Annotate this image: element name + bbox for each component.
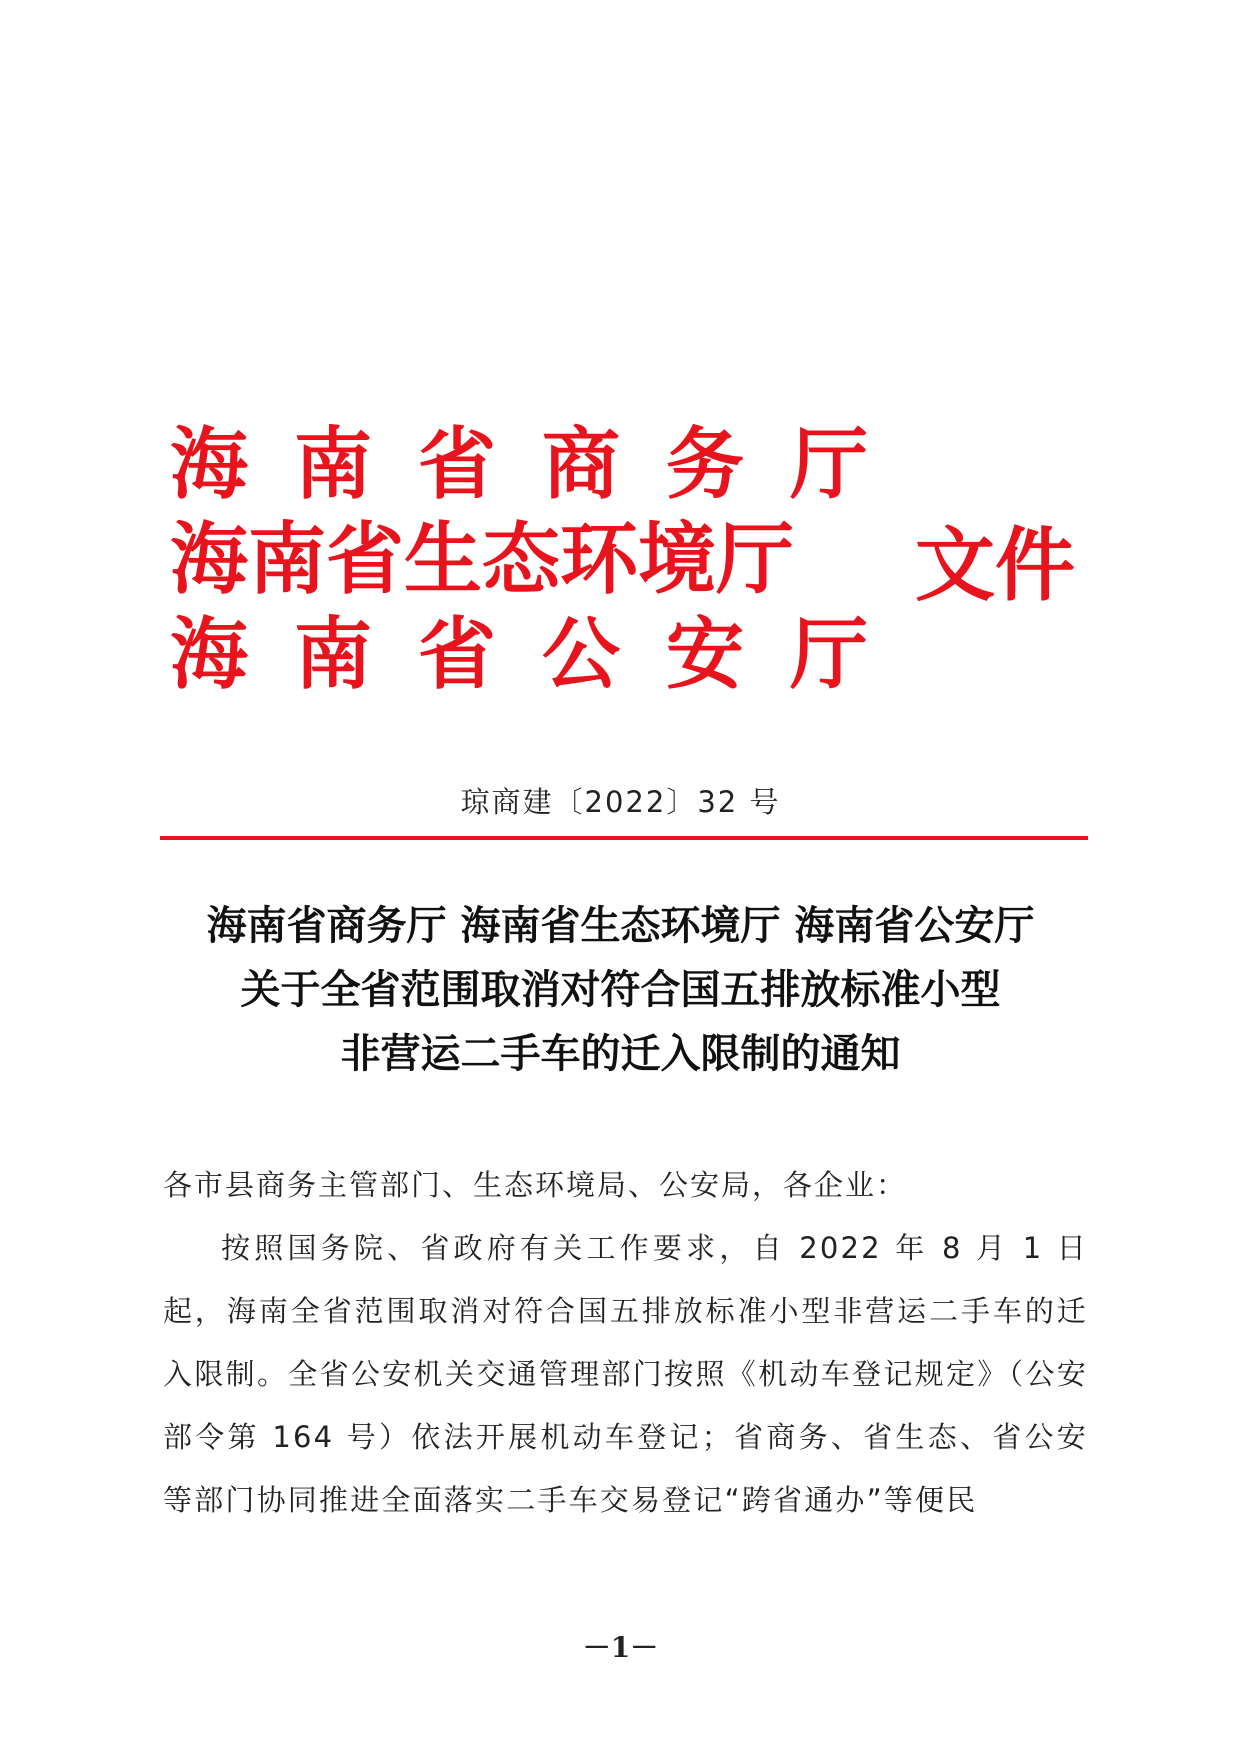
header-org-ecology: 海南省生态环境厅	[170, 514, 795, 605]
title-line-3: 非营运二手车的迁入限制的通知	[340, 1030, 901, 1077]
document-body	[163, 1154, 1088, 1532]
header-suffix: 文件	[915, 518, 1075, 612]
header-org-commerce: 海南省商务厅	[170, 419, 915, 510]
header-org-police: 海南省公安厅	[170, 609, 915, 700]
document-title	[0, 894, 1241, 1086]
document-header	[170, 419, 1075, 700]
salutation: 各市县商务主管部门、生态环境局、公安局，各企业：	[163, 1168, 908, 1202]
red-divider	[160, 836, 1088, 840]
document-number: 琼商建〔2022〕32 号	[460, 785, 781, 819]
title-line-1: 海南省商务厅 海南省生态环境厅 海南省公安厅	[206, 902, 1035, 949]
title-line-2: 关于全省范围取消对符合国五排放标准小型	[240, 966, 1001, 1013]
body-paragraph: 按照国务院、省政府有关工作要求，自 2022 年 8 月 1 日起，海南全省范围取消对符合国五排放标准小型非营运二手车的迁入限制。全省公安机关交通管理部门按照《机动车登记规定》（公安部令第 164 号）依法开展机动车登记；省商务、省生态、省公安等部门协同推进全面落实二手车交易登记“跨省通办”等便民	[163, 1231, 1088, 1517]
page-number: －1－	[582, 1631, 659, 1664]
